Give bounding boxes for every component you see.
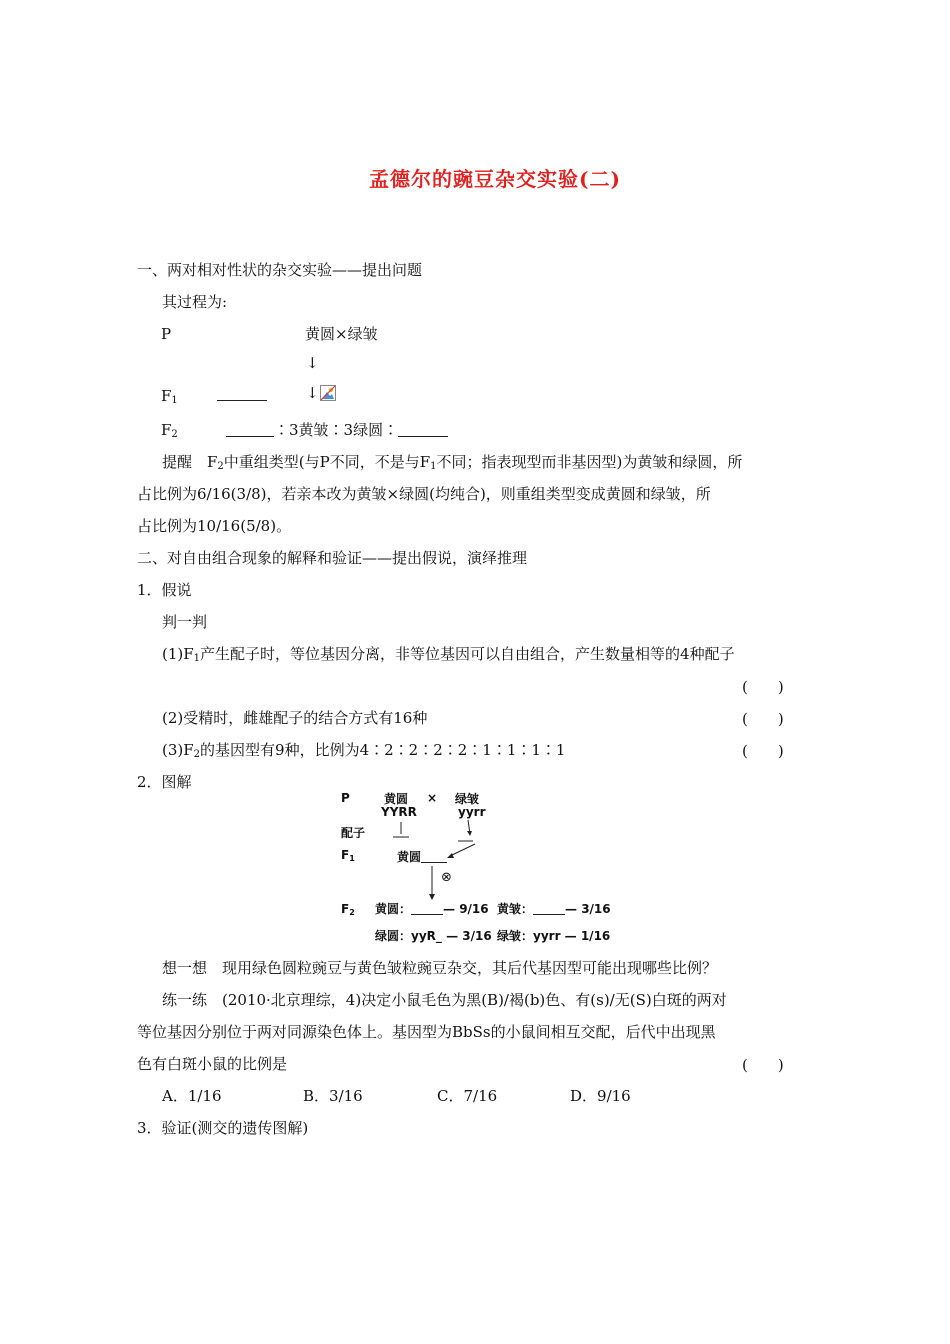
item1-hypothesis: 1．假说	[137, 581, 192, 599]
option-b[interactable]: B．3/16	[303, 1087, 363, 1105]
question-3: $(3)F_2$的基因型有9种，比例为4∶2∶2∶2∶2∶1∶1∶1∶1	[162, 741, 566, 760]
question-1: $(1)F_1$产生配子时，等位基因分离，非等位基因可以自由组合，产生数量相等的4种配子	[162, 645, 735, 664]
think-question: 想一想 现用绿色圆粒豌豆与黄色皱粒豌豆杂交，其后代基因型可能出现哪些比例？	[162, 959, 718, 977]
question-2: (2)受精时，雌雄配子的结合方式有16种	[162, 709, 428, 727]
diagram-green-wrinkled: 绿皱	[455, 792, 480, 806]
diagram-f2-yellow-wrinkled: 黄皱： — 3/16	[497, 902, 611, 916]
section2-heading: 二、对自由组合现象的解释和验证——提出假说，演绎推理	[137, 549, 528, 567]
diagram-genotype-yyrr-parent: YYRR	[381, 805, 417, 819]
section1-heading: 一、两对相对性状的杂交实验——提出问题	[137, 261, 423, 279]
diagram-f2-green-round: 绿圆：yyR_ — 3/16	[375, 929, 492, 943]
reminder-line2: 占比例为6/16(3/8)，若亲本改为黄皱×绿圆(均纯合)，则重组类型变成黄圆和绿皱，所	[137, 485, 711, 503]
diagram-f1-phenotype: 黄圆	[397, 848, 447, 865]
p-label: P	[161, 325, 172, 343]
diagram-genotype-yyrr-green: yyrr	[458, 805, 486, 819]
diagram-gamete-label: 配子	[341, 826, 366, 840]
practice-line2: 等位基因分别位于两对同源染色体上。基因型为BbSs的小鼠间相互交配，后代中出现黑	[137, 1023, 716, 1041]
f2-label: $F_2$	[161, 421, 178, 440]
practice-line3: 色有白斑小鼠的比例是	[137, 1055, 288, 1073]
option-c[interactable]: C．7/16	[437, 1087, 498, 1105]
answer-paren-3[interactable]: ( )	[742, 742, 784, 760]
item3-verification: 3．验证(测交的遗传图解)	[137, 1119, 309, 1137]
diagram-cross-sign: ×	[427, 791, 438, 805]
reminder-line1: 提醒 $F_2$中重组类型(与P不同，不是与$F_1$不同；指表现型而非基因型)为黄皱和绿圆，所	[162, 453, 743, 472]
f1-blank	[217, 384, 267, 403]
option-a[interactable]: A．1/16	[162, 1087, 222, 1105]
answer-paren-practice[interactable]: ( )	[742, 1056, 784, 1074]
option-d[interactable]: D．9/16	[570, 1087, 631, 1105]
judge-label: 判一判	[162, 613, 208, 631]
practice-line1: 练一练 (2010·北京理综，4)决定小鼠毛色为黑(B)/褐(b)色、有(s)/无(S)白斑的两对	[162, 991, 727, 1009]
diagram-yellow-round: 黄圆	[384, 792, 409, 806]
f2-ratio-line: ∶3黄皱∶3绿圆∶	[226, 420, 448, 440]
f1-label: $F_1$	[161, 387, 178, 406]
page-title: 孟德尔的豌豆杂交实验(二)	[369, 167, 621, 191]
reminder-line3: 占比例为10/16(5/8)。	[137, 517, 292, 535]
diagram-f2-yellow-round: 黄圆： — 9/16	[375, 902, 489, 916]
answer-paren-1[interactable]: ( )	[742, 678, 784, 696]
diagram-p-label: P	[341, 791, 350, 805]
answer-paren-2[interactable]: ( )	[742, 710, 784, 728]
diagram-f2-green-wrinkled: 绿皱：yyrr — 1/16	[497, 929, 611, 943]
diagram-f2-label: F2	[341, 902, 355, 917]
down-arrow-icon: ↓	[306, 354, 319, 372]
p-cross: 黄圆×绿皱	[305, 325, 378, 343]
genetic-cross-diagram	[335, 786, 625, 946]
self-cross-icon: ⊗	[441, 870, 452, 885]
item2-diagram: 2．图解	[137, 773, 192, 791]
diagram-arrows	[335, 786, 625, 946]
broken-image-icon	[320, 383, 336, 402]
diagram-f1-label: F1	[341, 848, 355, 863]
down-arrow-icon: ↓	[306, 384, 319, 402]
process-label: 其过程为:	[162, 293, 228, 311]
